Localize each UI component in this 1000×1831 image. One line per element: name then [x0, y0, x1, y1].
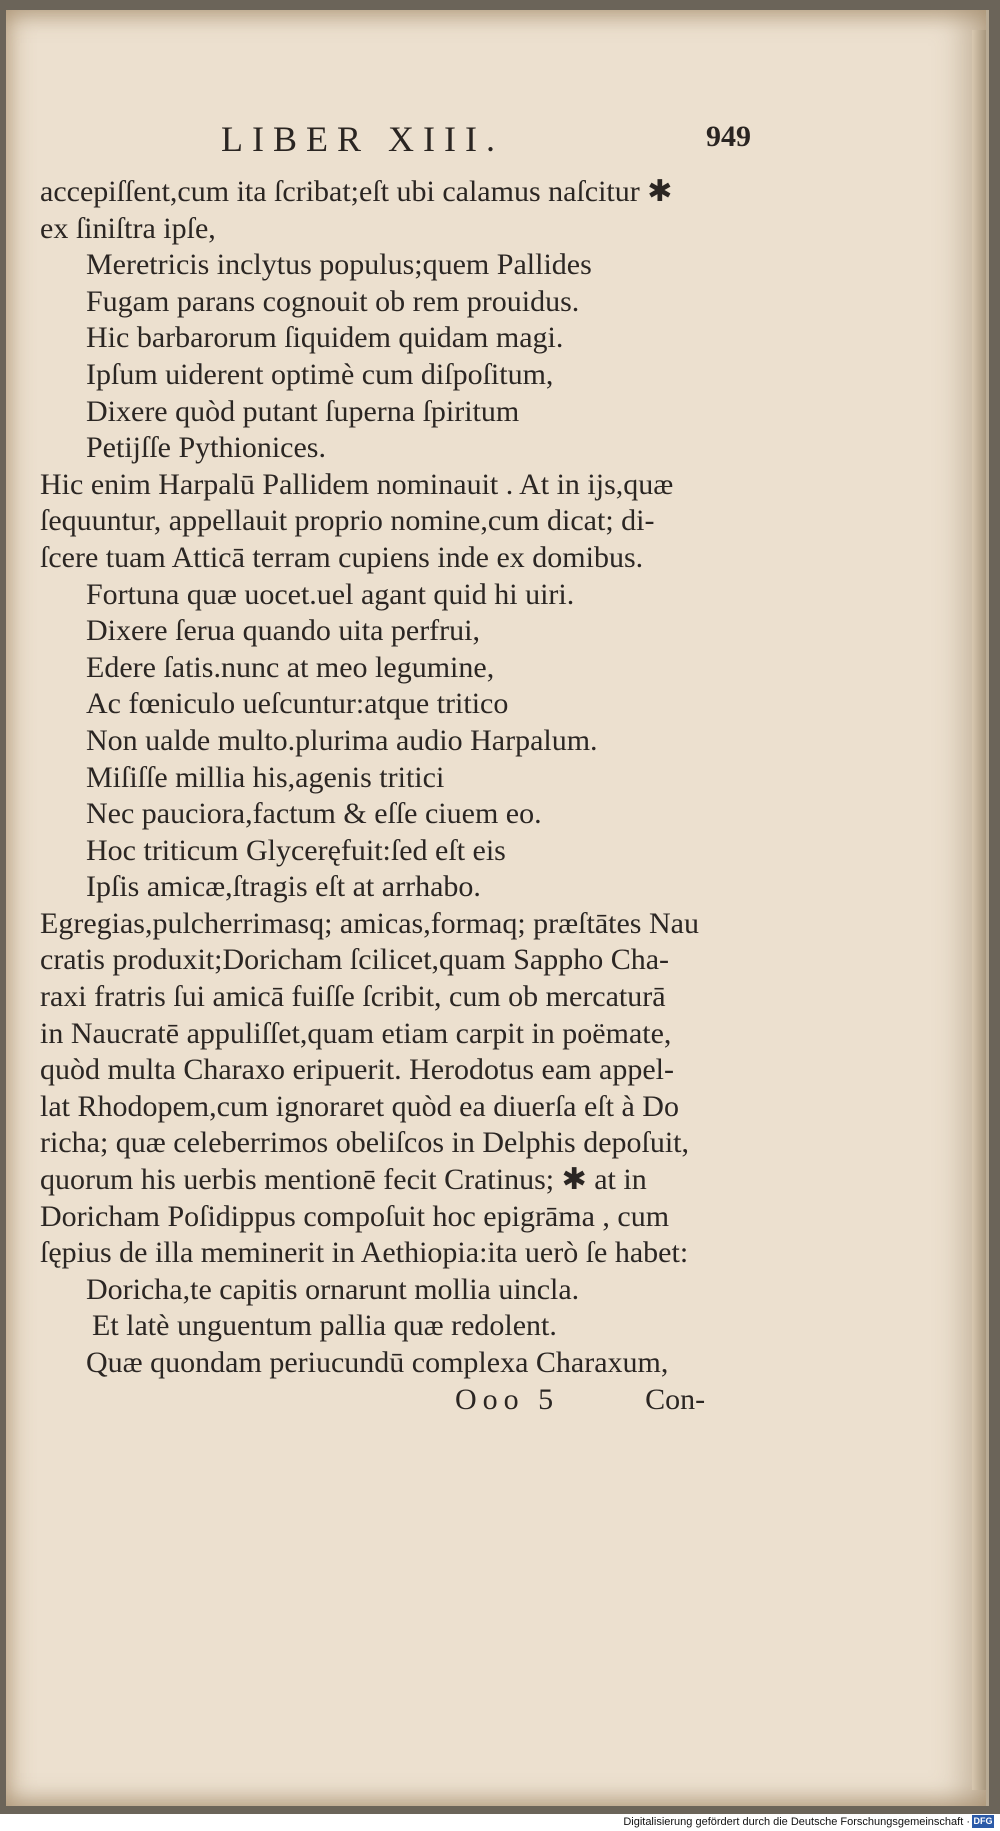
verse-line: Fugam parans cognouit ob rem prouidus. — [86, 284, 580, 318]
prose-line: ſępius de illa meminerit in Aethiopia:ita uerò ſe habet: — [40, 1236, 689, 1270]
text-block — [40, 174, 760, 1418]
verse-line: Ac fœniculo ueſcuntur:atque tritico — [86, 687, 509, 721]
verse-line: Non ualde multo.plurima audio Harpalum. — [86, 723, 598, 757]
prose-line: ſequuntur, appellauit proprio nomine,cum dicat; di- — [40, 504, 655, 538]
verse-line: Et latè unguentum pallia quæ redolent. — [92, 1309, 557, 1343]
verse-line: Edere ſatis.nunc at meo legumine, — [86, 650, 495, 684]
running-head: LIBER XIII. — [221, 119, 504, 159]
verse-line: Fortuna quæ uocet.uel agant quid hi uiri. — [86, 577, 575, 611]
prose-line: raxi fratris ſui amicā fuiſſe ſcribit, cum ob mercaturā — [40, 980, 666, 1014]
digitization-credit: Digitalisierung gefördert durch die Deutsche Forschungsgemeinschaft · — [623, 1816, 970, 1828]
signature-line — [40, 1382, 760, 1419]
verse-line: Hic barbarorum ſiquidem quidam magi. — [86, 321, 564, 355]
dfg-logo: DFG — [973, 1816, 993, 1826]
verse-line: Meretricis inclytus populus;quem Pallides — [86, 248, 592, 282]
verse-line: Hoc triticum Glyceręfuit:ſed eſt eis — [86, 833, 506, 867]
prose-line: Hic enim Harpalū Pallidem nominauit . At in ijs,quæ — [40, 467, 674, 501]
verse-line: Petijſſe Pythionices. — [86, 431, 326, 465]
verse-line: Ipſis amicæ,ſtragis eſt at arrhabo. — [86, 870, 481, 904]
verse-line: Dixere quòd putant ſuperna ſpiritum — [86, 394, 520, 428]
verse-line: Ipſum uiderent optimè cum diſpoſitum, — [86, 357, 554, 391]
prose-line: Doricham Poſidippus compoſuit hoc epigrāma , cum — [40, 1199, 670, 1233]
prose-line: cratis produxit;Doricham ſcilicet,quam Sappho Cha- — [40, 943, 670, 977]
verse-line: Dixere ſerua quando uita perfrui, — [86, 614, 480, 648]
verse-line: Doricha,te capitis ornarunt mollia uincla. — [86, 1272, 580, 1306]
catchword: Con- — [645, 1382, 706, 1416]
signature-mark: Ooo 5 — [455, 1382, 560, 1416]
book-page — [6, 10, 989, 1806]
prose-line: ex ſiniſtra ipſe, — [40, 211, 216, 245]
prose-line: accepiſſent,cum ita ſcribat;eſt ubi calamus naſcitur ✱ — [40, 175, 673, 208]
page-header — [6, 118, 986, 158]
prose-line: quòd multa Charaxo eripuerit. Herodotus eam appel- — [40, 1053, 674, 1087]
prose-line: quorum his uerbis mentionē fecit Cratinus; ✱ at in — [40, 1163, 647, 1197]
prose-line: lat Rhodopem,cum ignoraret quòd ea diuerſa eſt à Do — [40, 1089, 679, 1123]
page-fore-edge — [972, 30, 986, 1790]
verse-line: Quæ quondam periucundū complexa Charaxum, — [86, 1346, 669, 1379]
prose-line: in Naucratē appuliſſet,quam etiam carpit in poëmate, — [40, 1016, 672, 1050]
verse-line: Nec pauciora,factum & eſſe ciuem eo. — [86, 797, 542, 831]
page-number: 949 — [706, 120, 751, 153]
prose-line: Egregias,pulcherrimasq; amicas,formaq; præſtātes Nau — [40, 906, 699, 940]
verse-line: Miſiſſe millia his,agenis tritici — [86, 760, 445, 794]
prose-line: ſcere tuam Atticā terram cupiens inde ex domibus. — [40, 540, 644, 574]
prose-line: richa; quæ celeberrimos obeliſcos in Delphis depoſuit, — [40, 1126, 690, 1160]
